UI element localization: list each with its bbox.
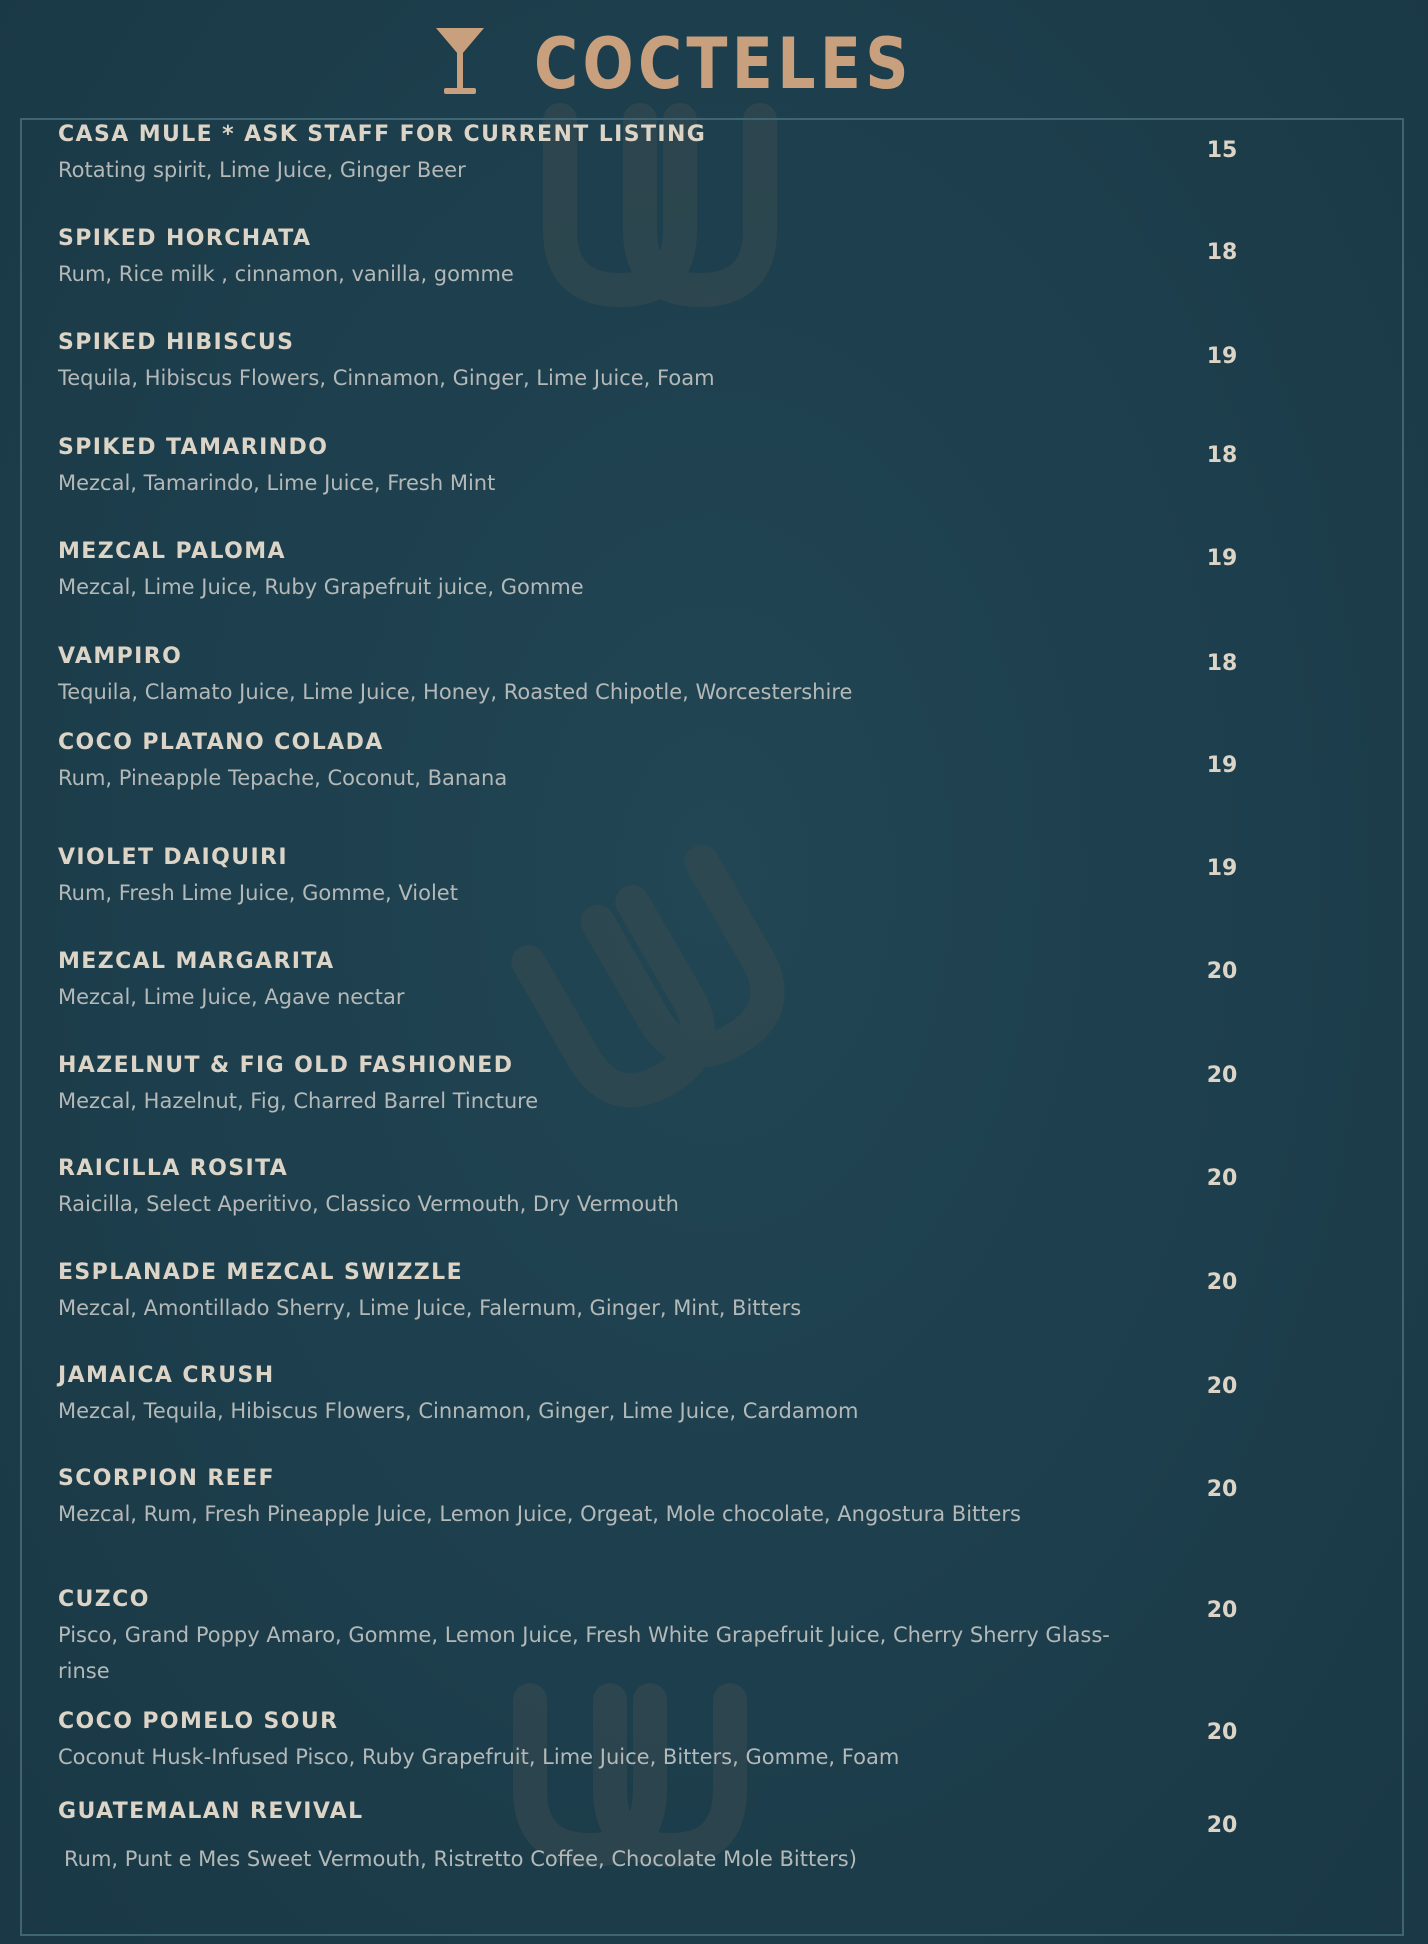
item-price: 18 <box>1206 651 1238 676</box>
item-name: COCO POMELO SOUR <box>58 1709 339 1734</box>
item-name: MEZCAL MARGARITA <box>58 949 335 974</box>
menu-item <box>58 1051 1358 1119</box>
item-name: SPIKED HORCHATA <box>58 226 312 251</box>
item-price: 20 <box>1206 1166 1238 1191</box>
item-price: 15 <box>1206 138 1238 163</box>
item-description: Mezcal, Amontillado Sherry, Lime Juice, Falernum, Ginger, Mint, Bitters <box>58 1296 802 1320</box>
item-price: 20 <box>1206 1813 1238 1838</box>
item-price: 19 <box>1206 546 1238 571</box>
item-description: Rotating spirit, Lime Juice, Ginger Beer <box>58 158 466 182</box>
menu-item <box>58 1585 1358 1689</box>
item-description: Rum, Pineapple Tepache, Coconut, Banana <box>58 766 508 790</box>
item-name: RAICILLA ROSITA <box>58 1156 289 1181</box>
menu-item <box>58 728 1358 796</box>
item-price: 20 <box>1206 1477 1238 1502</box>
item-price: 20 <box>1206 1063 1238 1088</box>
item-name: COCO PLATANO COLADA <box>58 730 384 755</box>
menu-item <box>58 1258 1358 1326</box>
item-name: SPIKED TAMARINDO <box>58 435 329 460</box>
item-name: HAZELNUT & FIG OLD FASHIONED <box>58 1053 514 1078</box>
item-name: SCORPION REEF <box>58 1466 275 1491</box>
item-price: 20 <box>1206 1720 1238 1745</box>
item-price: 19 <box>1206 856 1238 881</box>
item-description: Tequila, Clamato Juice, Lime Juice, Honey, Roasted Chipotle, Worcestershire <box>58 680 853 704</box>
menu-item <box>58 642 1358 710</box>
page-title: COCTELES <box>534 23 913 105</box>
item-price: 20 <box>1206 1374 1238 1399</box>
item-description: Mezcal, Lime Juice, Agave nectar <box>58 985 405 1009</box>
menu-item <box>58 1797 1358 1877</box>
item-description: Mezcal, Rum, Fresh Pineapple Juice, Lemon Juice, Orgeat, Mole chocolate, Angostura Bitters <box>58 1502 1021 1526</box>
menu-item <box>58 1154 1358 1222</box>
item-name: MEZCAL PALOMA <box>58 539 286 564</box>
menu-item <box>58 433 1358 501</box>
menu-item <box>58 120 1358 188</box>
item-description: Rum, Rice milk , cinnamon, vanilla, gomme <box>58 262 514 286</box>
item-price: 20 <box>1206 1598 1238 1623</box>
item-name: VAMPIRO <box>58 644 183 669</box>
item-price: 19 <box>1206 753 1238 778</box>
item-name: JAMAICA CRUSH <box>58 1363 275 1388</box>
menu-item <box>58 224 1358 292</box>
menu-item <box>58 537 1358 605</box>
item-price: 19 <box>1206 344 1238 369</box>
item-name: CASA MULE * ASK STAFF FOR CURRENT LISTING <box>58 122 707 147</box>
menu-item <box>58 1464 1358 1532</box>
item-description: Tequila, Hibiscus Flowers, Cinnamon, Ginger, Lime Juice, Foam <box>58 366 715 390</box>
item-description: Mezcal, Tequila, Hibiscus Flowers, Cinnamon, Ginger, Lime Juice, Cardamom <box>58 1399 859 1423</box>
menu-item <box>58 1707 1358 1775</box>
item-price: 18 <box>1206 443 1238 468</box>
item-description: Raicilla, Select Aperitivo, Classico Vermouth, Dry Vermouth <box>58 1192 679 1216</box>
item-name: ESPLANADE MEZCAL SWIZZLE <box>58 1260 464 1285</box>
item-description: Rum, Fresh Lime Juice, Gomme, Violet <box>58 881 458 905</box>
item-description: Coconut Husk-Infused Pisco, Ruby Grapefruit, Lime Juice, Bitters, Gomme, Foam <box>58 1745 900 1769</box>
menu-item <box>58 947 1358 1015</box>
item-price: 20 <box>1206 959 1238 984</box>
item-price: 20 <box>1206 1270 1238 1295</box>
item-description: Mezcal, Hazelnut, Fig, Charred Barrel Tincture <box>58 1089 539 1113</box>
menu-item <box>58 843 1358 911</box>
item-name: GUATEMALAN REVIVAL <box>58 1799 364 1824</box>
item-description: Mezcal, Lime Juice, Ruby Grapefruit juice, Gomme <box>58 575 584 599</box>
item-price: 18 <box>1206 240 1238 265</box>
menu-item <box>58 328 1358 396</box>
item-name: CUZCO <box>58 1587 150 1612</box>
item-name: SPIKED HIBISCUS <box>58 330 295 355</box>
item-description: Pisco, Grand Poppy Amaro, Gomme, Lemon Juice, Fresh White Grapefruit Juice, Cherry Sherry Glass-rinse <box>58 1623 1110 1683</box>
item-description: Mezcal, Tamarindo, Lime Juice, Fresh Mint <box>58 471 496 495</box>
item-description: Rum, Punt e Mes Sweet Vermouth, Ristretto Coffee, Chocolate Mole Bitters) <box>64 1847 857 1871</box>
menu-item <box>58 1361 1358 1429</box>
item-name: VIOLET DAIQUIRI <box>58 845 288 870</box>
